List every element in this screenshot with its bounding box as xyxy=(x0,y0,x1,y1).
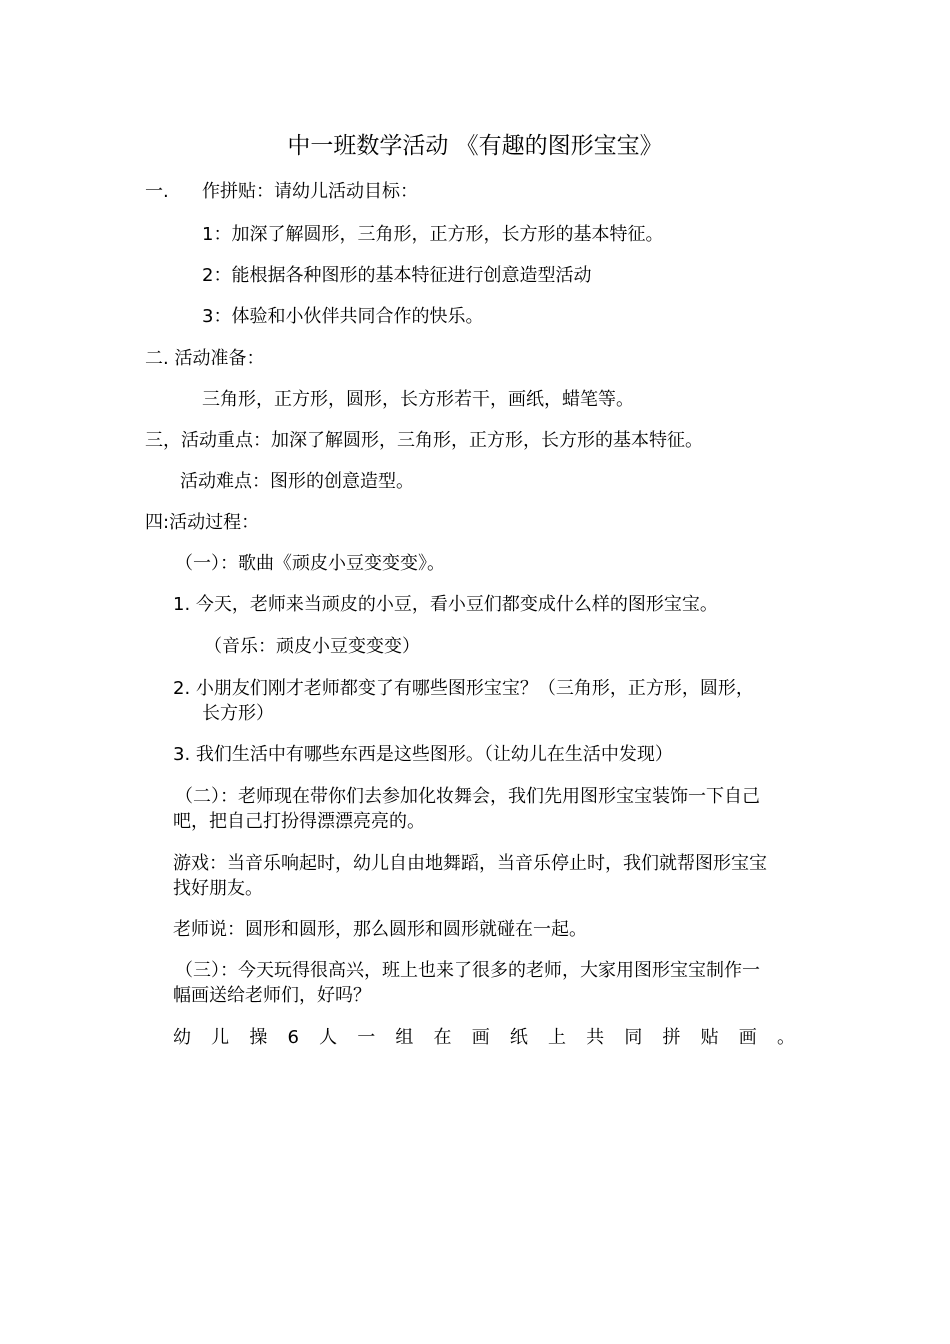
final-char: 在 xyxy=(433,1027,452,1048)
goal-item-1: 1：加深了解圆形，三角形，正方形，长方形的基本特征。 xyxy=(202,224,664,245)
part3-line1: （三）：今天玩得很高兴，班上也来了很多的老师，大家用图形宝宝制作一 xyxy=(175,960,760,981)
final-char: 6 xyxy=(287,1027,299,1048)
final-char: 拼 xyxy=(662,1027,681,1048)
game-line2: 找好朋友。 xyxy=(173,878,263,899)
final-char: 儿 xyxy=(211,1027,230,1048)
final-char: 上 xyxy=(548,1027,567,1048)
final-char: 人 xyxy=(319,1027,338,1048)
final-char: 画 xyxy=(738,1027,757,1048)
final-char: 。 xyxy=(776,1027,795,1048)
step-2-line1: 2. 小朋友们刚才老师都变了有哪些图形宝宝？（三角形，正方形，圆形， xyxy=(173,678,754,699)
music-note: （音乐：顽皮小豆变变变） xyxy=(204,636,420,657)
final-char: 幼 xyxy=(173,1027,191,1048)
final-char: 同 xyxy=(624,1027,643,1048)
section2-heading: 二. 活动准备： xyxy=(145,348,265,369)
final-line xyxy=(173,1025,795,1051)
section3-heading: 三，活动重点：加深了解圆形，三角形，正方形，长方形的基本特征。 xyxy=(145,430,703,451)
section4-heading: 四:活动过程： xyxy=(145,512,260,533)
part3-line2: 幅画送给老师们，好吗？ xyxy=(173,985,371,1006)
goal-item-2: 2：能根据各种图形的基本特征进行创意造型活动 xyxy=(202,265,592,286)
section1-heading: 作拼贴：请幼儿活动目标： xyxy=(202,181,418,202)
section3-difficulty: 活动难点：图形的创意造型。 xyxy=(180,471,414,492)
section2-content: 三角形，正方形，圆形，长方形若干，画纸，蜡笔等。 xyxy=(202,389,634,410)
goal-item-3: 3：体验和小伙伴共同合作的快乐。 xyxy=(202,306,484,327)
final-char: 一 xyxy=(357,1027,376,1048)
final-char: 画 xyxy=(471,1027,490,1048)
part2-line2: 吧，把自己打扮得漂漂亮亮的。 xyxy=(173,811,425,832)
document-title: 中一班数学活动 《有趣的图形宝宝》 xyxy=(287,133,663,159)
game-line1: 游戏：当音乐响起时，幼儿自由地舞蹈，当音乐停止时，我们就帮图形宝宝 xyxy=(173,853,767,874)
part2-line1: （二）：老师现在带你们去参加化妆舞会，我们先用图形宝宝装饰一下自己 xyxy=(175,786,760,807)
teacher-says: 老师说：圆形和圆形，那么圆形和圆形就碰在一起。 xyxy=(173,919,587,940)
final-char: 操 xyxy=(249,1027,268,1048)
step-3: 3. 我们生活中有哪些东西是这些图形。（让幼儿在生活中发现） xyxy=(173,744,673,765)
final-char: 贴 xyxy=(700,1027,719,1048)
final-char: 组 xyxy=(395,1027,414,1048)
step-1: 1. 今天，老师来当顽皮的小豆，看小豆们都变成什么样的图形宝宝。 xyxy=(173,594,718,615)
final-char: 纸 xyxy=(509,1027,528,1048)
section1-marker: 一. xyxy=(145,181,169,202)
step-2-line2: 长方形） xyxy=(202,703,274,724)
part1-heading: （一）：歌曲《顽皮小豆变变变》。 xyxy=(175,553,445,574)
final-char: 共 xyxy=(586,1027,605,1048)
